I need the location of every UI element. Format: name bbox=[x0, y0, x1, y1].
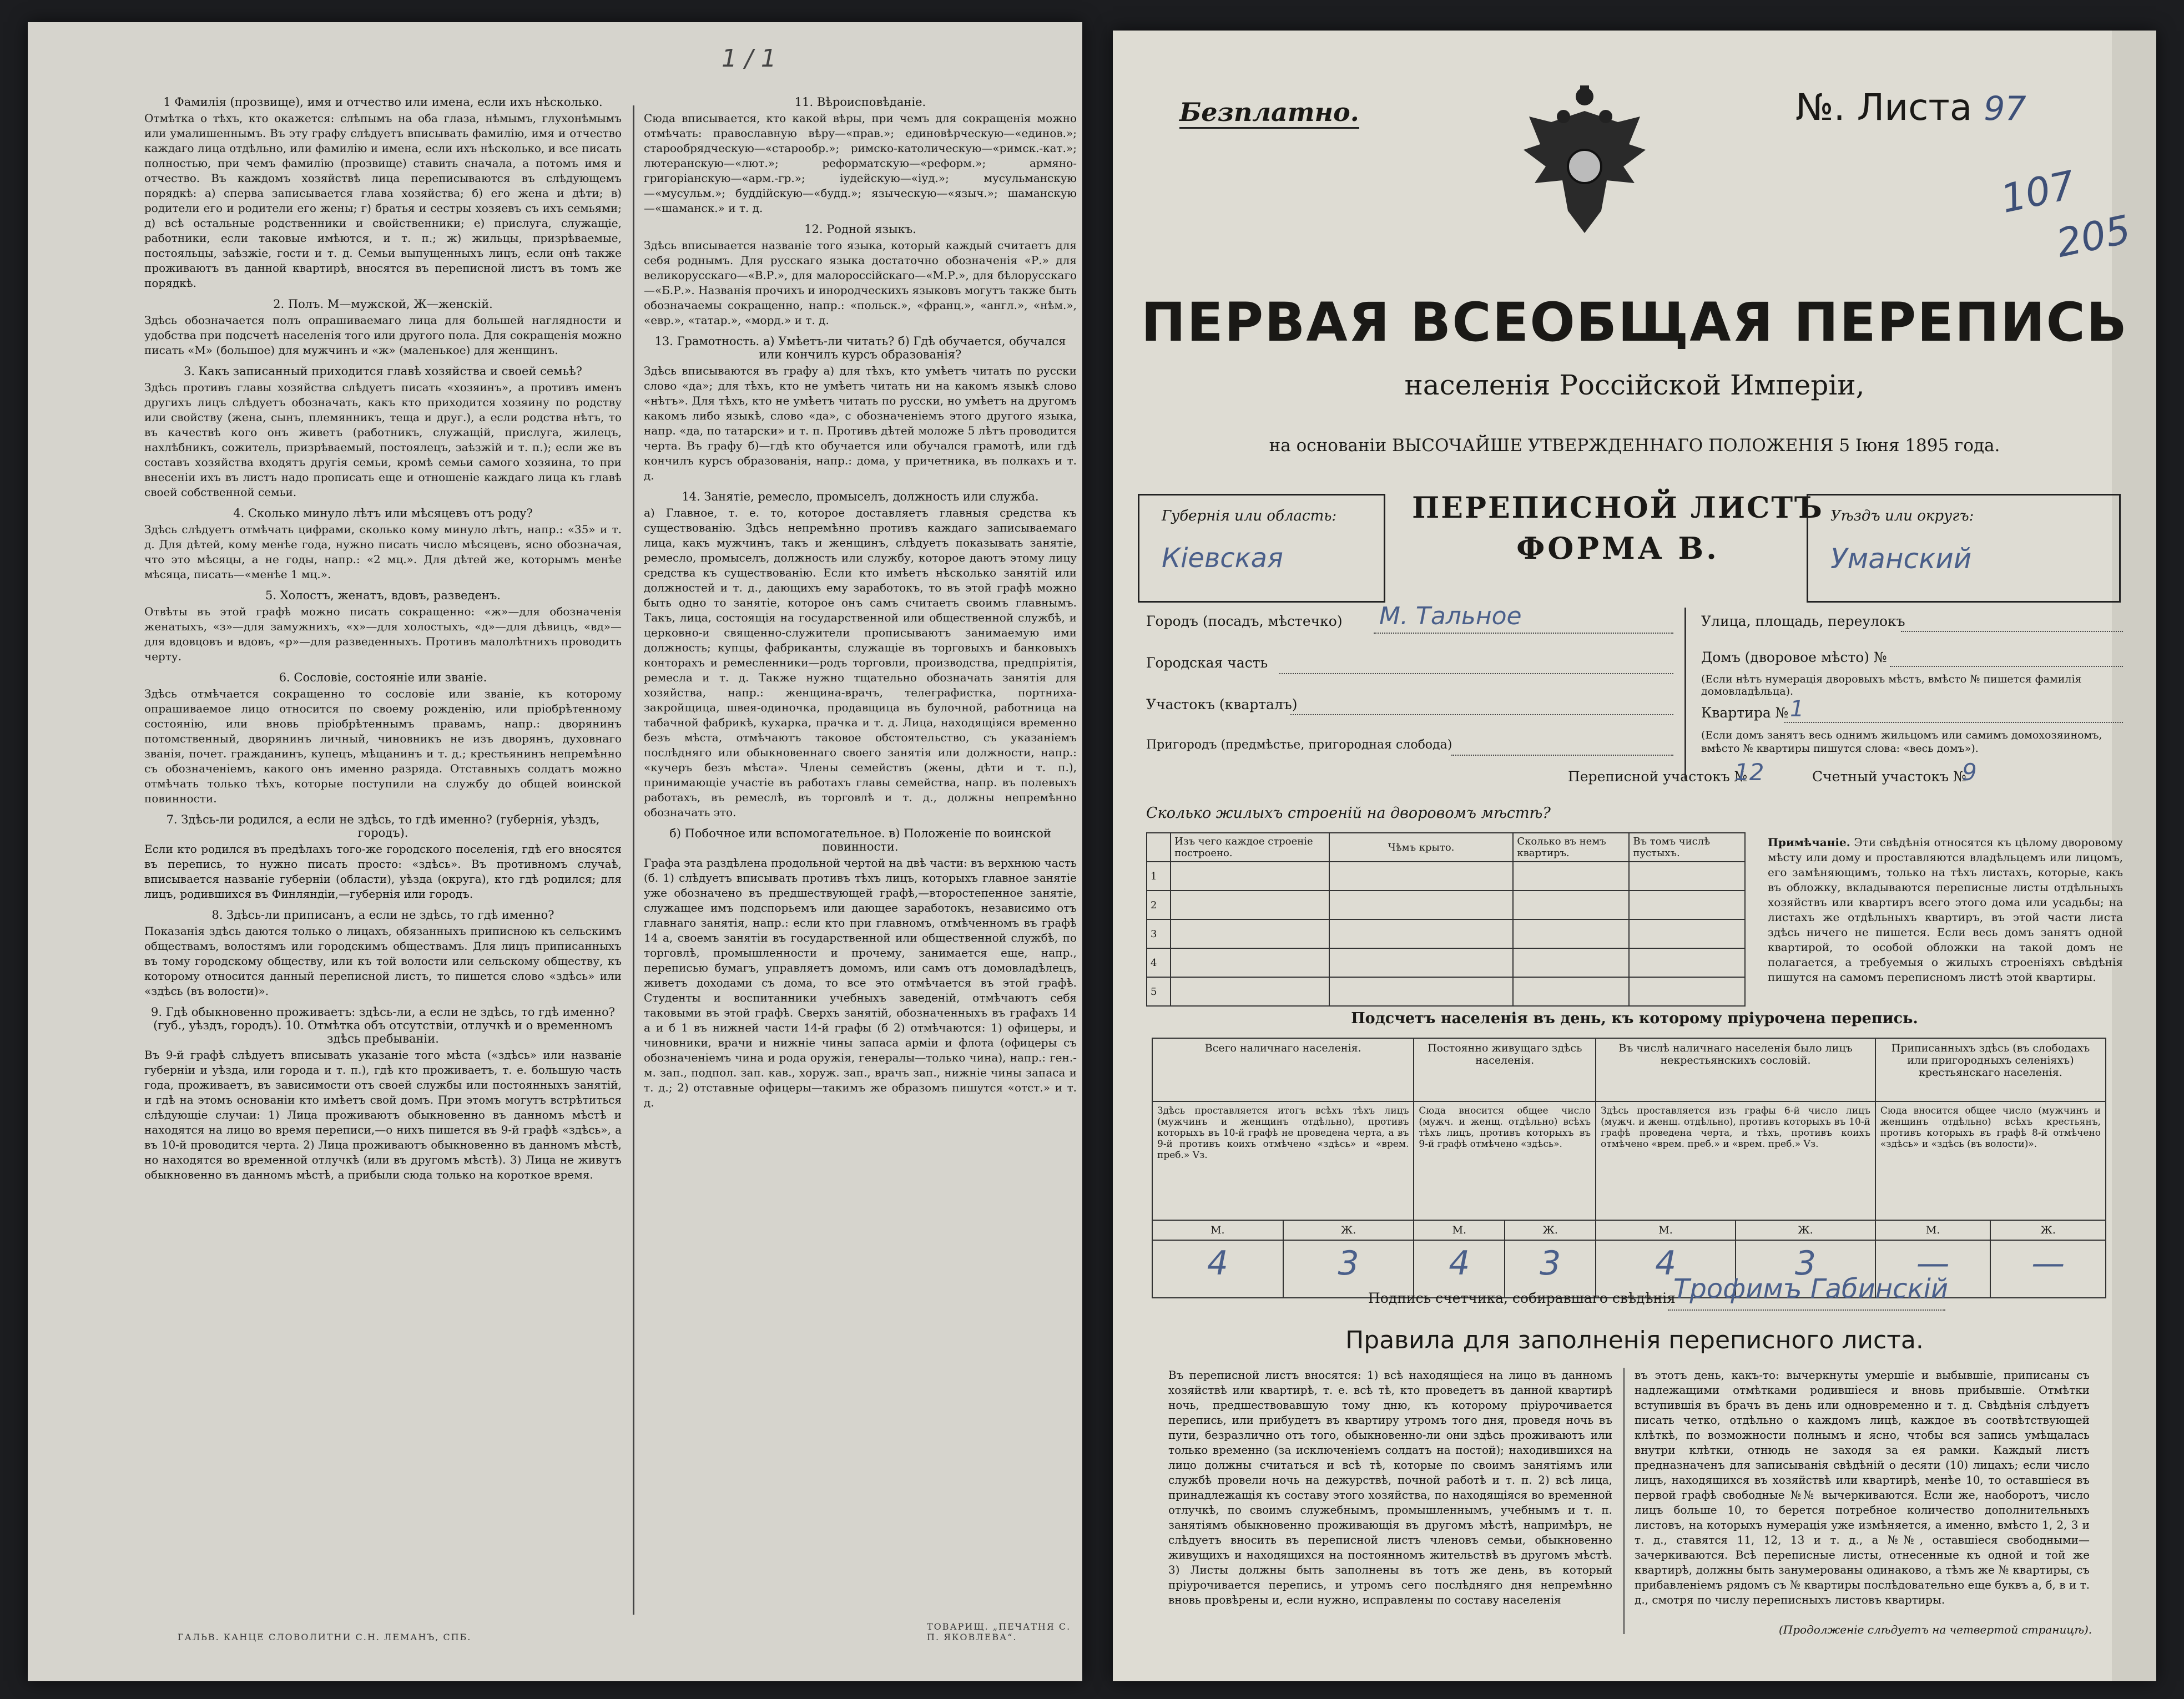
table-cell bbox=[1329, 919, 1513, 948]
table-cell: Сюда вносится общее число (мужч. и женщ. отдѣльно) всѣхъ тѣхъ лицъ, противъ которыхъ въ 9-й графѣ отмѣчено «здѣсь». bbox=[1414, 1101, 1596, 1220]
signature-line bbox=[1668, 1309, 1945, 1311]
table-header-cell: Постоянно живущаго здѣсь населенія. bbox=[1414, 1038, 1596, 1101]
count-value: 3 bbox=[1505, 1240, 1596, 1298]
female-column-label: Ж. bbox=[1736, 1220, 1875, 1240]
section-text: а) Главное, т. е. то, которое доставляетъ главныя средства къ существованію. Здѣсь непремѣнно противъ каждаго записываемаго лица, какъ мужчинъ, такъ и женщинъ, слѣдуетъ показывать занятіе, ремесло, промыселъ, должность или службу, которое даютъ этому лицу средства къ существованію. Если кто имѣетъ нѣсколько занятій или должностей и т. д., дающихъ ему заработокъ, то въ этой графѣ можно быть одно то занятіе, которое онъ самъ считаетъ своимъ главнымъ. Такъ, лица, состоящія на государственной или общественной службѣ, и церковно-и священно-служители прописываютъ занимаемую ими должность; купцы, фабриканты, служащіе въ торговыхъ и банковыхъ конторахъ и ремесленники—родъ торговли, производства, предпріятія, ремесла и т. д. Также нужно тщательно обозначать занятія для хозяйства, напр.: женщина-врачъ, телеграфистка, портниха-закройщица, швея-одиночка, продавщица въ булочной, работница на табачной фабрикѣ, кухарка, прачка и т. д. Лица, находящіяся временно безъ мѣста, отмѣчаютъ таковое обстоятельство, съ указаніемъ послѣдняго или обыкновеннаго своего занятія или должности, напр.: «кучеръ безъ мѣста». Члены семействъ (жены, дѣти и т. п.), принимающіе участіе въ работахъ главы семейства, напр. въ полевыхъ работахъ, въ ремеслѣ, въ торговлѣ и т. д., должны непремѣнно обозначать это. bbox=[644, 506, 1077, 819]
section-heading: 4. Сколько минуло лѣтъ или мѣсяцевъ отъ роду? bbox=[233, 507, 533, 520]
section-text: Показанія здѣсь даются только о лицахъ, обязанныхъ приписною къ сельскимъ обществамъ, волостямъ или городскимъ обществамъ. Для лицъ приписанныхъ въ тому городскому обществу, или къ той волости или сельскому обществу, къ которому относится данный переписной листъ, то пишется слово «здѣсь» или «здѣсь (въ волости)». bbox=[144, 924, 622, 998]
address-divider bbox=[1684, 608, 1686, 780]
section-heading: 12. Родной языкъ. bbox=[804, 223, 916, 236]
table-row bbox=[1152, 1038, 2106, 1101]
table-row bbox=[1152, 1101, 2106, 1220]
district-label: Участокъ (кварталъ) bbox=[1146, 696, 1298, 712]
female-column-label: Ж. bbox=[1505, 1220, 1596, 1240]
sheet-number-label bbox=[1795, 86, 2026, 129]
sheet-number-value: 97 bbox=[1984, 89, 2026, 128]
imperial-eagle-icon bbox=[1518, 83, 1651, 244]
right-page-census-form bbox=[1113, 31, 2156, 1681]
population-count-table bbox=[1152, 1038, 2106, 1298]
section-text: Здѣсь слѣдуетъ отмѣчать цифрами, сколько кому минуло лѣтъ, напр.: «35» и т. д. Для дѣтей, кому менѣе года, нужно писать число мѣсяцевъ, ясно обозначая, что это мѣсяцы, а не годы, напр.: «2 мц.». Для дѣтей же, которымъ менѣе мѣсяца, писать—«менѣе 1 мц.». bbox=[144, 523, 622, 581]
apartment-value: 1 bbox=[1790, 696, 1804, 722]
table-cell bbox=[1147, 833, 1171, 862]
table-cell bbox=[1513, 948, 1629, 977]
table-cell bbox=[1171, 862, 1329, 891]
table-row bbox=[1147, 833, 1745, 862]
signature-value: Трофимъ Габинскій bbox=[1673, 1273, 1949, 1304]
suburb-line bbox=[1451, 755, 1673, 756]
table-row bbox=[1152, 1240, 2106, 1298]
instruction-section-8 bbox=[144, 908, 622, 999]
column-divider bbox=[633, 105, 634, 1615]
city-part-line bbox=[1279, 673, 1673, 674]
city-label: Городъ (посадъ, мѣстечко) bbox=[1146, 613, 1343, 629]
apartment-line bbox=[1784, 722, 2123, 723]
section-text: Здѣсь вписываются въ графу а) для тѣхъ, кто умѣетъ читать по русски слово «да»; для тѣхъ, кто не умѣетъ читать ни на какомъ языкѣ слово «нѣтъ». Для тѣхъ, кто не умѣетъ читать по русски, но умѣетъ на другомъ какомъ либо языкѣ, слово «да», с обозначеніемъ этого другого языка, напр. «да, по татарски» и т. п. Противъ дѣтей моложе 5 лѣтъ проводится черта. Въ графу б)—гдѣ кто обучается или обучался грамотѣ, или гдѣ кончилъ курсъ образованія, напр.: дома, у причетника, въ полкахъ и т. д. bbox=[644, 364, 1077, 482]
section-heading: 8. Здѣсь-ли приписанъ, а если не здѣсь, то гдѣ именно? bbox=[211, 908, 554, 922]
remark-block bbox=[1768, 835, 2123, 985]
table-cell bbox=[1513, 891, 1629, 919]
guberniya-value: Кіевская bbox=[1162, 543, 1283, 574]
buildings-question: Сколько жилыхъ строеній на дворовомъ мѣстѣ? bbox=[1146, 805, 1551, 822]
section-heading: 5. Холостъ, женатъ, вдовъ, разведенъ. bbox=[265, 589, 501, 602]
section-heading: 13. Грамотность. а) Умѣетъ-ли читать? б) Гдѣ обучается, обучался или кончилъ курсъ образованія? bbox=[654, 335, 1066, 361]
section-heading: б) Побочное или вспомогательное. в) Положеніе по воинской повинности. bbox=[669, 827, 1051, 853]
instructions-column-a bbox=[144, 89, 622, 1598]
section-heading: 7. Здѣсь-ли родился, а если не здѣсь, то гдѣ именно? (губернія, уѣздъ, городъ). bbox=[166, 813, 600, 840]
house-line bbox=[1890, 666, 2123, 667]
rules-column-right: въ этотъ день, какъ-то: вычеркнуты умершіе и выбывшіе, приписаны съ надлежащими отмѣтками родившіеся и вновь прибывшіе. Отмѣтки вступившія въ брачъ въ день или одновременно и т. д. Свѣдѣнія слѣдуетъ писать четко, отдѣльно о каждомъ лицѣ, каждое въ соотвѣтствующей клѣткѣ, по возможности полнымъ и ясно, чтобы вся запись умѣщалась внутри клѣтки, отнюдь не заходя за ея рамки. Каждый листъ предназначенъ для записыванія свѣдѣній о десяти (10) лицахъ; если число лицъ, находящихся въ хозяйствѣ или квартирѣ, менѣе 10, то оставшіеся въ первой графѣ свободные №№ вычеркиваются. Если же, наоборотъ, число лицъ больше 10, то берется потребное количество дополнительныхъ листовъ, на которыхъ нумерація уже измѣняется, а именно, вмѣсто 1, 2, 3 и т. д., ставятся 11, 12, 13 и т. д., а №№, оставшіеся свободными—зачеркиваются. Всѣ переписные листы, отнесенные къ одной и той же квартирѣ, должны быть занумерованы одинаково, а тѣмъ же № квартиры, съ прибавленіемъ рядомъ съ № квартиры послѣдовательно еще буквъ а, б, в и т. д., смотря по числу переписныхъ листовъ квартиры. bbox=[1635, 1368, 2090, 1606]
table-header-cell: Всего наличнаго населенія. bbox=[1152, 1038, 1414, 1101]
legal-basis-line: на основаніи ВЫСОЧАЙШЕ УТВЕРЖДЕННАГО ПОЛОЖЕНІЯ 5 Іюня 1895 года. bbox=[1269, 436, 2000, 456]
suburb-label: Пригородъ (предмѣстье, пригородная слобода) bbox=[1146, 738, 1452, 752]
male-column-label: М. bbox=[1414, 1220, 1505, 1240]
remark-title: Примѣчаніе. bbox=[1768, 836, 1850, 849]
section-text: Въ 9-й графѣ слѣдуетъ вписывать указаніе того мѣста («здѣсь» или названіе губерніи и уѣзда, или города и т. п.), гдѣ кто проживаетъ, т. е. большую часть года, проживаетъ, въ зависимости отъ своей службы или постоянныхъ занятій, и гдѣ на этомъ основаніи кто имѣетъ свой домъ. При этомъ могутъ встрѣтиться слѣдующіе случаи: 1) Лица проживаютъ обыкновенно въ данномъ мѣстѣ и находятся на лицо во время переписи,—о нихъ пишется въ 9-й графѣ «здѣсь», а въ 10-й проводится черта. 2) Лица проживаютъ обыкновенно въ данномъ мѣстѣ, но находятся во временной отлучкѣ (или въ другомъ мѣстѣ). 3) Лица не живутъ обыкновенно въ данномъ мѣстѣ, а прибыли сюда только на короткое время. bbox=[144, 1048, 622, 1181]
apartment-note: (Если домъ занятъ весь однимъ жильцомъ или самимъ домохозяиномъ, вмѣсто № квартиры пишутся слова: «весь домъ»). bbox=[1701, 729, 2102, 755]
city-value: М. Тальное bbox=[1379, 602, 1522, 630]
table-cell bbox=[1629, 948, 1745, 977]
table-cell: Здѣсь проставляется итогъ всѣхъ тѣхъ лицъ (мужчинъ и женщинъ отдѣльно), противъ которыхъ въ 10-й графѣ не проведена черта, а въ 9-й противъ коихъ отмѣчено «здѣсь» и «врем. преб.» Vз. bbox=[1152, 1101, 1414, 1220]
section-text: Здѣсь вписывается названіе того языка, который каждый считаетъ для себя роднымъ. Для русскаго языка достаточно обозначенія «Р.» для великорусскаго—«В.Р.», для малороссійскаго—«М.Р.», для бѣлорусскаго—«Б.Р.». Названія прочихъ и инородческихъ языковъ могутъ также быть обозначаемы сокращенно, напр.: «польск.», «франц.», «англ.», «нѣм.», «евр.», «татар.», «морд.» и т. д. bbox=[644, 239, 1077, 327]
printer-footer-right: ТОВАРИЩ. „ПЕЧАТНЯ С. П. ЯКОВЛЕВА“. bbox=[927, 1621, 1071, 1642]
signature-label: Подпись счетчика, собиравшаго свѣдѣнія bbox=[1368, 1290, 1676, 1306]
corner-number-1: 107 bbox=[1996, 162, 2079, 222]
count-value: — bbox=[1990, 1240, 2106, 1298]
instruction-section-5 bbox=[144, 589, 622, 664]
table-header-cell: Чѣмъ крыто. bbox=[1329, 833, 1513, 862]
section-text: Отмѣтка о тѣхъ, кто окажется: слѣпымъ на оба глаза, нѣмымъ, глухонѣмымъ или умалишеннымъ. Въ эту графу слѣдуетъ вписывать фамилію, имя и отчество каждаго лица отдѣльно, или фамилію и имена, если ихъ нѣсколько, и все писать полностью, при чемъ фамилію (прозвище) ставить сначала, а потомъ имя и отчество. Въ каждомъ хозяйствѣ лица переписываются въ слѣдующемъ порядкѣ: а) сперва записывается глава хозяйства; б) его жена и дѣти; в) родители его и родители его жены; г) братья и сестры хозяевъ съ ихъ семьями; д) всѣ остальные родственники и свойственники; е) прислуга, служащіе, работники, если таковые имѣются, и т. п.; ж) жильцы, призрѣваемые, постояльцы, заѣзжіе, гости и т. д. Семьи выпущенныхъ лицъ, если онѣ также проживаютъ въ данной квартирѣ, вносятся въ переписной листъ въ томъ же порядкѣ. bbox=[144, 112, 622, 290]
uezd-label: Уѣздъ или округъ: bbox=[1830, 508, 1974, 524]
form-letter: ФОРМА В. bbox=[1516, 530, 1719, 566]
census-district-label: Переписной участокъ № bbox=[1568, 768, 1748, 785]
section-text: Отвѣты въ этой графѣ можно писать сокращенно: «ж»—для обозначенія женатыхъ, «з»—для замужнихъ, «х»—для холостыхъ, «д»—для дѣвицъ, «вд»—для вдовцовъ и вдовъ, «р»—для разведенныхъ. Противъ малолѣтнихъ проводить черту. bbox=[144, 605, 622, 663]
count-value: 3 bbox=[1736, 1240, 1875, 1298]
page-subtitle: населенія Россійской Имперіи, bbox=[1404, 369, 1865, 401]
table-cell bbox=[1629, 862, 1745, 891]
male-column-label: М. bbox=[1152, 1220, 1283, 1240]
table-cell bbox=[1329, 862, 1513, 891]
rules-divider bbox=[1623, 1368, 1625, 1634]
count-title: Подсчетъ населенія въ день, къ которому пріурочена перепись. bbox=[1351, 1010, 1918, 1027]
table-cell bbox=[1329, 891, 1513, 919]
count-value: 4 bbox=[1596, 1240, 1736, 1298]
table-cell bbox=[1513, 919, 1629, 948]
instruction-section-11 bbox=[644, 95, 1077, 216]
counting-district-value: 9 bbox=[1962, 759, 1977, 786]
row-number: 4 bbox=[1147, 948, 1171, 977]
instruction-section-14 bbox=[644, 490, 1077, 820]
street-line bbox=[1901, 631, 2123, 632]
street-label: Улица, площадь, переулокъ bbox=[1701, 613, 1905, 629]
section-text: Здѣсь отмѣчается сокращенно то сословіе или званіе, къ которому опрашиваемое лицо относится по своему рожденію, или пріобрѣтенному состоянію, или вновь пріобрѣтеннымъ правамъ, напр.: дворянинъ потомственный, дворянинъ личный, чиновникъ не изъ дворянъ, духовнаго званія, почет. гражданинъ, купецъ, мѣщанинъ и т. д.; крестьянинъ непремѣнно съ обозначеніемъ, какого онъ именно разряда. Отставныхъ солдатъ можно отмѣчать только тѣхъ, которые поступили на службу до общей воинской повинности. bbox=[144, 687, 622, 805]
instruction-section-7 bbox=[144, 813, 622, 902]
house-note: (Если нѣтъ нумерація дворовыхъ мѣстъ, вмѣсто № пишется фамилія домовладѣльца). bbox=[1701, 673, 2082, 697]
table-row bbox=[1152, 1220, 2106, 1240]
section-heading: 14. Занятіе, ремесло, промыселъ, должность или служба. bbox=[682, 490, 1039, 503]
guberniya-box bbox=[1138, 494, 1385, 603]
section-text: Здѣсь обозначается полъ опрашиваемаго лица для большей наглядности и удобства при подсчетѣ населенія того или другого пола. Для сокращенія можно писать «М» (большое) для мужчинъ и «ж» (маленькое) для женщинъ. bbox=[144, 313, 622, 357]
apartment-label: Квартира № bbox=[1701, 705, 1789, 721]
row-number: 5 bbox=[1147, 977, 1171, 1006]
table-header-cell: Приписанныхъ здѣсь (въ слободахъ или пригородныхъ селеніяхъ) крестьянскаго населенія. bbox=[1875, 1038, 2106, 1101]
instruction-section-14b bbox=[644, 827, 1077, 1110]
count-value: 4 bbox=[1414, 1240, 1505, 1298]
table-header-cell: Изъ чего каждое строеніе построено. bbox=[1171, 833, 1329, 862]
table-cell bbox=[1629, 919, 1745, 948]
section-heading: 9. Гдѣ обыкновенно проживаетъ: здѣсь-ли, а если не здѣсь, то гдѣ именно? (губ., уѣздъ, городъ). 10. Отмѣтка объ отсутствіи, отлучкѣ и о временномъ здѣсь пребываніи. bbox=[150, 1005, 616, 1045]
table-header-cell: Сколько въ немъ квартиръ. bbox=[1513, 833, 1629, 862]
remark-text: Эти свѣдѣнія относятся къ цѣлому дворовому мѣсту или дому и проставляются владѣльцемъ или лицомъ, его замѣняющимъ, только на тѣхъ листахъ, которые, какъ въ обложку, вкладываются переписные листы отдѣльныхъ хозяйствъ или квартиръ всего этого дома или усадьбы; на листахъ же отдѣльныхъ квартиръ, въ этой части листа здѣсь ничего не пишется. Если весь домъ занятъ одной квартирой, то особой обложки на такой домъ не полагается, а требуемыя о жилыхъ строеніяхъ свѣдѣнія пишутся на самомъ переписномъ листѣ этой квартиры. bbox=[1768, 836, 2124, 984]
table-cell bbox=[1513, 977, 1629, 1006]
table-row bbox=[1147, 948, 1745, 977]
form-title: ПЕРЕПИСНОЙ ЛИСТЪ bbox=[1412, 491, 1824, 525]
female-column-label: Ж. bbox=[1990, 1220, 2106, 1240]
uezd-value: Уманский bbox=[1830, 543, 1972, 575]
guberniya-label: Губернія или область: bbox=[1162, 508, 1337, 524]
table-cell bbox=[1629, 891, 1745, 919]
row-number: 3 bbox=[1147, 919, 1171, 948]
buildings-table bbox=[1146, 832, 1746, 1007]
city-part-label: Городская часть bbox=[1146, 655, 1268, 671]
census-district-value: 12 bbox=[1734, 759, 1764, 786]
instruction-section-6 bbox=[144, 671, 622, 806]
uezd-box bbox=[1807, 494, 2121, 603]
table-cell bbox=[1513, 862, 1629, 891]
table-cell bbox=[1329, 948, 1513, 977]
section-text: Здѣсь противъ главы хозяйства слѣдуетъ писать «хозяинъ», а противъ именъ другихъ лицъ слѣдуетъ обозначать, какъ кто приходится хозяину по родству или свойству (жена, сынъ, племянникъ, теща и друг.), а если родства нѣтъ, то въ качествѣ кого онъ живетъ (работникъ, служащій, прислуга, жилецъ, нахлѣбникъ, сожитель, призрѣваемый, постоялецъ, заѣзжій и т. п.); если же въ составъ хозяйства входятъ другія семьи, кромѣ семьи самого хозяина, то при внесеніи ихъ въ листъ надо прописать еще и отношеніе каждаго лица къ главѣ своей собственной семьи. bbox=[144, 381, 622, 499]
district-line bbox=[1290, 714, 1673, 715]
printer-footer-left: ГАЛЬВ. КАНЦЕ СЛОВОЛИТНИ С.Н. ЛЕМАНЪ, СПБ. bbox=[178, 1632, 472, 1642]
section-text: Графа эта раздѣлена продольной чертой на двѣ части: въ верхнюю часть (б. 1) слѣдуетъ вписывать противъ тѣхъ лицъ, которыхъ главное занятіе уже обозначено въ предшествующей графѣ,—второстепенное занятіе, служащее имъ подспорьемъ или дающее заработокъ, независимо отъ главнаго занятія, напр.: если кто при главномъ, отмѣченномъ въ графѣ 14 а, своемъ занятіи въ государственной или общественной службѣ, по торговлѣ, промышленности и прочему, занимается еще, напр., переписью бумагъ, управляетъ домомъ, или самъ отъ домовладѣлецъ, живетъ доходами съ дома, то все это отмѣчается въ этой графѣ. Студенты и воспитанники учебныхъ заведеній, отмѣчаютъ себя таковыми въ этой графѣ. Сверхъ занятій, обозначенныхъ въ графахъ 14 а и б 1 въ нижней части 14-й графы (б 2) отмѣчаются: 1) офицеры, и чиновники, врачи и нижніе чины запаса арміи и флота (офицеры съ обозначеніемъ чина и рода оружія, генералы—только чина), напр.: ген.-м. зап., подпол. зап. кав., хоруж. зап., врачъ зап., нижніе чины запаса и т. д.; 2) отставные офицеры—такимъ же образомъ пишутся «отст.» и т. д. bbox=[644, 856, 1077, 1109]
table-row bbox=[1147, 919, 1745, 948]
table-cell: Здѣсь проставляется изъ графы 6-й число лицъ (мужч. и женщ. отдѣльно), противъ которыхъ въ 10-й графѣ проведена черта, и тѣхъ, противъ коихъ отмѣчено «врем. преб.» и «врем. преб.» Vз. bbox=[1596, 1101, 1875, 1220]
section-heading: 6. Сословіе, состояніе или званіе. bbox=[279, 671, 487, 684]
table-cell: Сюда вносится общее число (мужчинъ и женщинъ отдѣльно) всѣхъ крестьянъ, противъ которыхъ въ графѣ 8-й отмѣчено «здѣсь» и «здѣсь (въ волости)». bbox=[1875, 1101, 2106, 1220]
section-heading: 3. Какъ записанный приходится главѣ хозяйства и своей семьѣ? bbox=[184, 365, 582, 378]
table-header-cell: Въ томъ числѣ пустыхъ. bbox=[1629, 833, 1745, 862]
table-header-cell: Въ числѣ наличнаго населенія было лицъ некрестьянскихъ сословій. bbox=[1596, 1038, 1875, 1101]
rules-column-left: Въ переписной листъ вносятся: 1) всѣ находящіеся на лицо въ данномъ хозяйствѣ или квартирѣ, т. е. всѣ тѣ, кто проведетъ въ данной квартирѣ ночь, предшествовавшую тому дню, къ которому пріурочивается перепись, или прибудетъ въ квартиру утромъ того дня, проведя ночь въ пути, безразлично отъ того, обыкновенно-ли они здѣсь проживаютъ или только временно (за исключеніемъ солдатъ на постой); находившихся на лицо должны считаться и всѣ тѣ, которые по своимъ занятіямъ или службѣ провели ночь на дежурствѣ, почной работѣ и т. п. 2) всѣ лица, принадлежащія къ составу этого хозяйства, по находящіяся во временной отлучкѣ, по своимъ служебнымъ, промышленнымъ, учебнымъ и т. п. занятіямъ обыкновенно проживающія въ другомъ мѣстѣ, напримѣръ, не слѣдуетъ вносить въ переписной листъ членовъ семьи, обыкновенно живущихъ и находящихся на постоянномъ жительствѣ въ другомъ мѣстѣ. 3) Листы должны быть заполнены въ тотъ же день, въ который пріурочивается перепись, и утромъ сего послѣдняго дня непремѣнно вновь провѣрены и, если нужно, исправлены по составу населенія bbox=[1168, 1368, 1612, 1606]
row-number: 1 bbox=[1147, 862, 1171, 891]
counting-district-label: Счетный участокъ № bbox=[1812, 768, 1966, 785]
instruction-section-12 bbox=[644, 223, 1077, 328]
table-cell bbox=[1171, 948, 1329, 977]
instruction-section-1 bbox=[144, 95, 622, 291]
rules-continued-note: (Продолженіе слѣдуетъ на четвертой страницѣ). bbox=[1779, 1623, 2092, 1636]
section-text: Сюда вписывается, кто какой вѣры, при чемъ для сокращенія можно отмѣчать: православную вѣру—«прав.»; единовѣрческую—«единов.»; старообрядческую—«старообр.»; римско-католическую—«римск.-кат.»; лютеранскую—«лют.»; реформатскую—«реформ.»; армяно-григоріанскую—«арм.-гр.»; іудейскую—«іуд.»; мусульманскую—«мусульм.»; буддійскую—«будд.»; языческую—«языч.»; шаманскую—«шаманск.» и т. д. bbox=[644, 112, 1077, 215]
female-column-label: Ж. bbox=[1283, 1220, 1414, 1240]
table-cell bbox=[1171, 919, 1329, 948]
form-title-block bbox=[1401, 491, 1834, 566]
instructions-column-b bbox=[644, 89, 1077, 1598]
table-row bbox=[1147, 977, 1745, 1006]
count-value: 3 bbox=[1283, 1240, 1414, 1298]
count-value: 4 bbox=[1152, 1240, 1283, 1298]
page-number-mark: 1 / 1 bbox=[722, 44, 776, 73]
male-column-label: М. bbox=[1875, 1220, 1991, 1240]
instruction-section-4 bbox=[144, 507, 622, 582]
house-label: Домъ (дворовое мѣсто) № bbox=[1701, 649, 1887, 665]
section-text: Если кто родился въ предѣлахъ того-же городского поселенія, гдѣ его вносятся въ перепись, то нужно писать просто: «здѣсь». Въ противномъ случаѣ, вписывается названіе губерніи (области), уѣзда (округа), кто гдѣ родился; для лицъ, родившихся въ Финляндіи,—губернія или городъ. bbox=[144, 842, 622, 901]
left-page-instructions bbox=[28, 22, 1082, 1681]
table-cell bbox=[1171, 891, 1329, 919]
instruction-section-3 bbox=[144, 365, 622, 500]
table-row bbox=[1147, 862, 1745, 891]
instruction-section-13 bbox=[644, 335, 1077, 483]
city-line bbox=[1374, 633, 1673, 634]
instruction-section-9-10 bbox=[144, 1005, 622, 1182]
sheet-number-label-text: №. Листа bbox=[1795, 86, 1973, 129]
male-column-label: М. bbox=[1596, 1220, 1736, 1240]
section-heading: 2. Полъ. М—мужской, Ж—женскій. bbox=[273, 297, 493, 311]
instruction-section-2 bbox=[144, 297, 622, 358]
page-title: ПЕРВАЯ ВСЕОБЩАЯ ПЕРЕПИСЬ bbox=[1141, 291, 2128, 353]
table-cell bbox=[1171, 977, 1329, 1006]
table-cell bbox=[1629, 977, 1745, 1006]
corner-number-2: 205 bbox=[2052, 206, 2135, 266]
rules-title: Правила для заполненія переписного листа. bbox=[1345, 1326, 1924, 1354]
section-heading: 11. Вѣроисповѣданіе. bbox=[794, 95, 926, 109]
table-row bbox=[1147, 891, 1745, 919]
section-heading: 1 Фамилія (прозвище), имя и отчество или имена, если ихъ нѣсколько. bbox=[163, 95, 603, 109]
table-cell bbox=[1329, 977, 1513, 1006]
count-value: — bbox=[1875, 1240, 1991, 1298]
row-number: 2 bbox=[1147, 891, 1171, 919]
free-label: Безплатно. bbox=[1179, 97, 1359, 129]
